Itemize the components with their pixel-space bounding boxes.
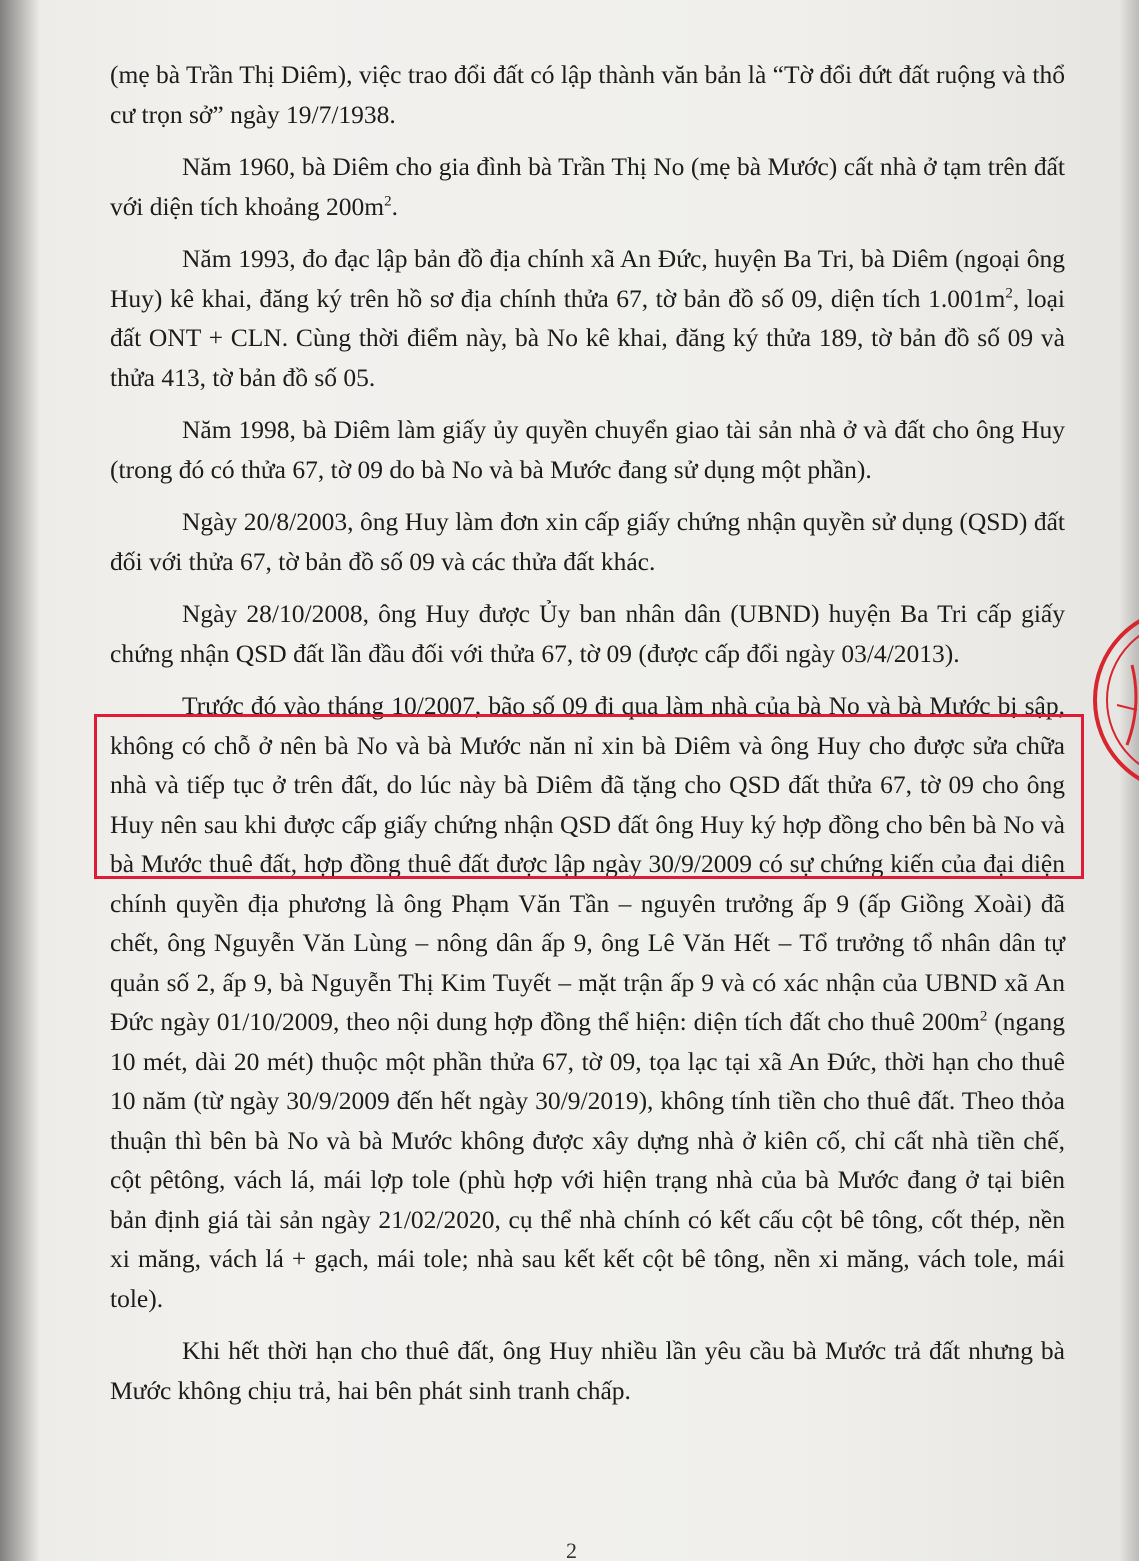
- superscript: 2: [384, 193, 392, 209]
- paragraph-text: Trước đó vào tháng 10/2007, bão số 09 đi qua làm nhà của bà No và bà Mước bị sập, không có chỗ ở nên bà No và bà Mước năn nỉ xin bà Diêm và ông Huy cho được sửa chữa nhà và tiếp tục ở trên đất, do lúc này bà Diêm đã tặng cho QSD đất thửa 67, tờ 09 cho ông Huy nên sau khi được cấp giấy chứng nhận QSD đất ông Huy ký hợp đồng cho bên bà No và bà Mước thuê đất, hợp đồng thuê đất được lập ngày 30/9/2009 có sự chứng kiến của đại diện chính quyền địa phương là ông Phạm Văn Tần – nguyên trưởng ấp 9 (ấp Giồng Xoài) đã chết, ông Nguyễn Văn Lùng – nông dân ấp 9, ông Lê Văn Hết – Tổ trưởng tổ nhân dân tự quản số 2, ấp 9, bà Nguyễn Thị Kim Tuyết – mặt trận ấp 9 và có xác nhận của UBND xã An Đức ngày 01/10/2009, theo nội dung hợp đồng thể hiện: diện tích đất cho thuê 200m: [110, 691, 1065, 1036]
- highlight-box: [94, 714, 1084, 879]
- paragraph-dispute: [110, 1331, 1065, 1410]
- red-seal-stamp: [1087, 585, 1139, 815]
- paragraph-text: , loại đất ONT + CLN. Cùng thời điểm này, bà No kê khai, đăng ký thửa 189, tờ bản đồ số 09 và thửa 413, tờ bản đồ số 05.: [110, 283, 1065, 392]
- paragraph-text: .: [391, 191, 398, 221]
- superscript: 2: [979, 1008, 988, 1025]
- paragraph-text: Ngày 28/10/2008, ông Huy được Ủy ban nhân dân (UBND) huyện Ba Tri cấp giấy chứng nhận QSD đất lần đầu đối với thửa 67, tờ 09 (được cấp đổi ngày 03/4/2013).: [110, 599, 1065, 668]
- paragraph-intro: [110, 55, 1065, 134]
- paragraph-text: (ngang 10 mét, dài 20 mét) thuộc một phần thửa 67, tờ 09, tọa lạc tại xã An Đức, thời hạn cho thuê 10 năm (từ ngày 30/9/2009 đến hết ngày 30/9/2019), không tính tiền cho thuê đất. Theo thỏa thuận thì bên bà No và bà Mước không được xây dựng nhà ở kiên cố, chỉ cất nhà tiền chế, cột pêtông, vách lá, mái lợp tole (phù hợp với hiện trạng nhà của bà Mước đang ở tại biên bản định giá tài sản ngày 21/02/2020, cụ thể nhà chính có kết cấu cột bê tông, cốt thép, nền xi măng, vách lá + gạch, mái tole; nhà sau kết kết cột bê tông, nền xi măng, vách tole, mái tole).: [110, 1007, 1066, 1313]
- paragraph-text: Năm 1993, đo đạc lập bản đồ địa chính xã An Đức, huyện Ba Tri, bà Diêm (ngoại ông Huy) kê khai, đăng ký trên hồ sơ địa chính thửa 67, tờ bản đồ số 09, diện tích 1.001m: [110, 244, 1065, 313]
- paragraph-2003: [110, 502, 1065, 581]
- page-number: 2: [566, 1538, 577, 1561]
- paragraph-text: Năm 1960, bà Diêm cho gia đình bà Trần Thị No (mẹ bà Mước) cất nhà ở tạm trên đất với diện tích khoảng 200m: [110, 152, 1065, 221]
- paragraph-text: Khi hết thời hạn cho thuê đất, ông Huy nhiều lần yêu cầu bà Mước trả đất nhưng bà Mước không chịu trả, hai bên phát sinh tranh chấp.: [110, 1336, 1065, 1405]
- paragraph-text: Ngày 20/8/2003, ông Huy làm đơn xin cấp giấy chứng nhận quyền sử dụng (QSD) đất đối với thửa 67, tờ bản đồ số 09 và các thửa đất khác.: [110, 507, 1065, 576]
- page-shadow-left: [0, 0, 40, 1561]
- paragraph-text: (mẹ bà Trần Thị Diêm), việc trao đổi đất có lập thành văn bản là “Tờ đổi đứt đất ruộng và thổ cư trọn sở” ngày 19/7/1938.: [110, 60, 1065, 129]
- paragraph-1993: [110, 239, 1065, 397]
- paragraph-1998: [110, 410, 1065, 489]
- paragraph-text: Năm 1998, bà Diêm làm giấy ủy quyền chuyển giao tài sản nhà ở và đất cho ông Huy (trong đó có thửa 67, tờ 09 do bà No và bà Mước đang sử dụng một phần).: [110, 415, 1065, 484]
- paragraph-1960: [110, 147, 1065, 226]
- superscript: 2: [1005, 285, 1013, 301]
- paragraph-2008: [110, 594, 1065, 673]
